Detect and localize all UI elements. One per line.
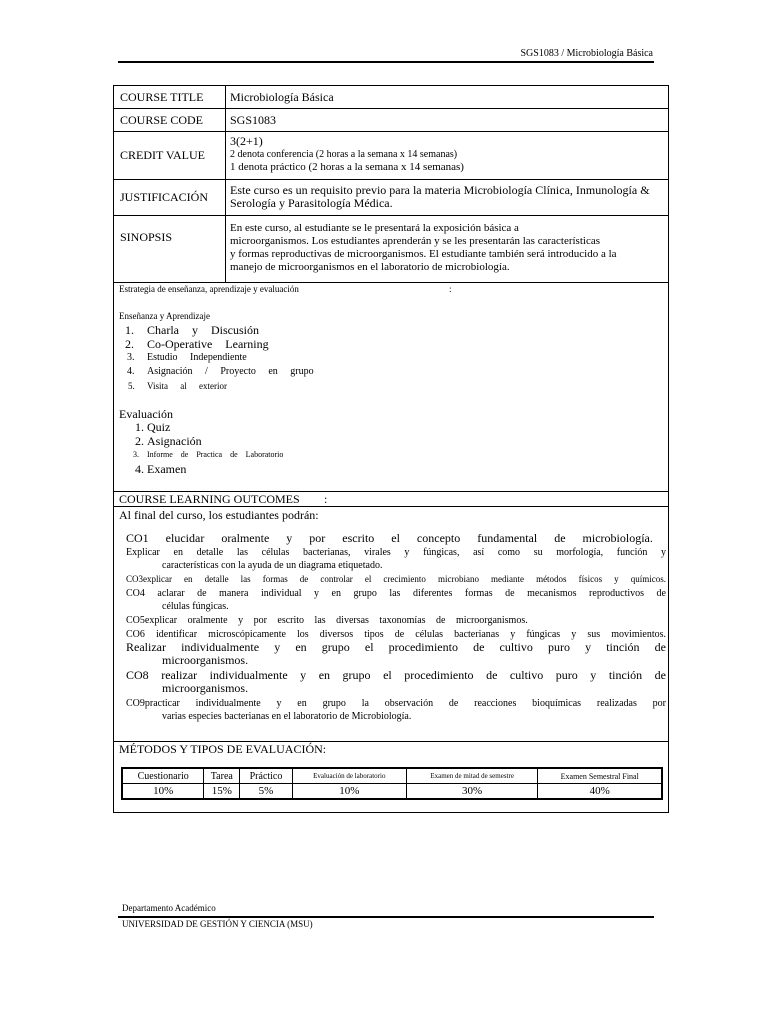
strategy-colon: : <box>449 284 452 294</box>
outcome-co7 <box>126 641 666 667</box>
synopsis-line: En este curso, al estudiante se le presentará la exposición básica a <box>230 222 519 234</box>
outcomes-colon: : <box>324 492 328 506</box>
table-header-cell: Tarea <box>204 768 240 784</box>
evaluation-list <box>119 420 639 476</box>
synopsis-line: y formas reproductivas de microorganismos. El estudiante también será introducido a la <box>230 248 617 260</box>
justification-row <box>114 180 668 216</box>
teaching-item: 5. Visita al exterior <box>147 379 639 393</box>
synopsis-row <box>114 216 668 283</box>
table-header-cell: Examen Semestral Final <box>538 768 662 784</box>
teaching-item: 1. Charla y Discusión <box>147 323 639 337</box>
table-cell: 10% <box>122 784 204 800</box>
footer-department: Departamento Académico <box>122 903 216 913</box>
course-code-value: SGS1083 <box>230 113 277 127</box>
justification-text: Este curso es un requisito previo para la materia Microbiología Clínica, Inmunología & Serología y Parasitología Médica. <box>230 183 650 210</box>
strategy-section <box>114 283 668 492</box>
course-title-label: COURSE TITLE <box>114 86 226 108</box>
header-rule <box>118 61 654 63</box>
evaluation-item: 1. Quiz <box>147 420 639 434</box>
outcome-line: CO8 realizar individualmente y en grupo el procedimiento de cultivo puro y tinción de <box>126 668 666 682</box>
outcomes-header-row <box>114 492 668 507</box>
credit-value-row <box>114 132 668 180</box>
evaluation-item: 2. Asignación <box>147 434 639 448</box>
outcome-co8 <box>126 669 666 695</box>
outcome-co4 <box>126 587 666 613</box>
justification-label: JUSTIFICACIÓN <box>114 180 226 215</box>
table-header-cell: Práctico <box>240 768 293 784</box>
outcomes-section <box>114 507 668 742</box>
course-title-row <box>114 86 668 109</box>
teaching-title: Enseñanza y Aprendizaje <box>119 311 210 321</box>
outcome-line: Realizar individualmente y en grupo el procedimiento de cultivo puro y tinción de <box>126 640 666 654</box>
outcome-co3: CO3explicar en detalle las formas de controlar el crecimiento microbiano mediante métodos físicos y químicos. <box>126 574 666 584</box>
table-header-cell: Evaluación de laboratorio <box>292 768 406 784</box>
footer-rule <box>118 916 654 918</box>
table-cell: 15% <box>204 784 240 800</box>
outcomes-title: COURSE LEARNING OUTCOMES <box>119 492 300 506</box>
outcome-line: varias especies bacterianas en el laboratorio de Microbiología. <box>162 711 412 722</box>
synopsis-line: manejo de microorganismos en el laboratorio de microbiología. <box>230 261 510 273</box>
teaching-item: 2. Co-Operative Learning <box>147 337 639 351</box>
credit-value-block <box>230 135 662 174</box>
outcome-line: CO9practicar individualmente y en grupo la observación de reacciones bioquímicas realizadas por <box>126 698 666 709</box>
evaluation-item: 4. Examen <box>147 462 639 476</box>
outcome-line: características con la ayuda de un diagrama etiquetado. <box>162 560 383 571</box>
outcome-co9 <box>126 697 666 723</box>
strategy-title: Estrategia de enseñanza, aprendizaje y evaluación <box>119 284 299 294</box>
synopsis-text <box>230 222 662 274</box>
table-cell: 40% <box>538 784 662 800</box>
teaching-item: 4. Asignación / Proyecto en grupo <box>147 365 639 379</box>
credit-value-label: CREDIT VALUE <box>114 132 226 179</box>
outcome-line: CO4 aclarar de manera individual y en grupo las diferentes formas de mecanismos reproductivos de <box>126 588 666 599</box>
evaluation-title: Evaluación <box>119 407 173 421</box>
table-header-cell: Cuestionario <box>122 768 204 784</box>
outcome-line: microorganismos. <box>162 653 249 667</box>
outcome-co2 <box>126 546 666 572</box>
outcome-line: Explicar en detalle las células bacterianas, virales y fúngicas, así como su morfología, función y <box>126 547 666 558</box>
teaching-item: 3. Estudio Independiente <box>147 351 639 365</box>
outcome-line: microorganismos. <box>162 681 249 695</box>
outcomes-intro: Al final del curso, los estudiantes podrán: <box>119 508 319 522</box>
table-row <box>122 784 662 800</box>
outcome-co5: CO5explicar oralmente y por escrito las diversas taxonomías de microorganismos. <box>126 615 528 626</box>
table-header-row <box>122 768 662 784</box>
credit-lecture-line: 2 denota conferencia (2 horas a la semana x 14 semanas) <box>230 149 458 160</box>
course-code-row <box>114 109 668 132</box>
table-header-cell: Examen de mitad de semestre <box>406 768 538 784</box>
synopsis-label: SINOPSIS <box>114 216 226 282</box>
methods-title: MÉTODOS Y TIPOS DE EVALUACIÓN: <box>119 742 327 756</box>
table-cell: 30% <box>406 784 538 800</box>
course-document <box>113 85 669 813</box>
synopsis-line: microorganismos. Los estudiantes aprenderán y se les presentarán las características <box>230 235 600 247</box>
header-course-ref: SGS1083 / Microbiología Básica <box>520 48 653 59</box>
evaluation-weights-table <box>121 767 663 800</box>
outcome-co6: CO6 identificar microscópicamente los diversos tipos de células bacterianas y fúngicas y sus movimientos. <box>126 629 666 640</box>
course-code-label: COURSE CODE <box>114 109 226 131</box>
evaluation-item: 3. Informe de Practica de Laboratorio <box>147 448 639 462</box>
outcome-line: células fúngicas. <box>162 601 229 612</box>
outcome-co1: CO1 elucidar oralmente y por escrito el concepto fundamental de microbiología. <box>126 531 653 545</box>
footer-university: UNIVERSIDAD DE GESTIÓN Y CIENCIA (MSU) <box>122 919 313 929</box>
course-title-value: Microbiología Básica <box>230 90 334 104</box>
table-cell: 5% <box>240 784 293 800</box>
table-cell: 10% <box>292 784 406 800</box>
credit-value: 3(2+1) <box>230 134 263 148</box>
credit-practical-line: 1 denota práctico (2 horas a la semana x 14 semanas) <box>230 161 464 173</box>
teaching-list <box>119 323 639 393</box>
